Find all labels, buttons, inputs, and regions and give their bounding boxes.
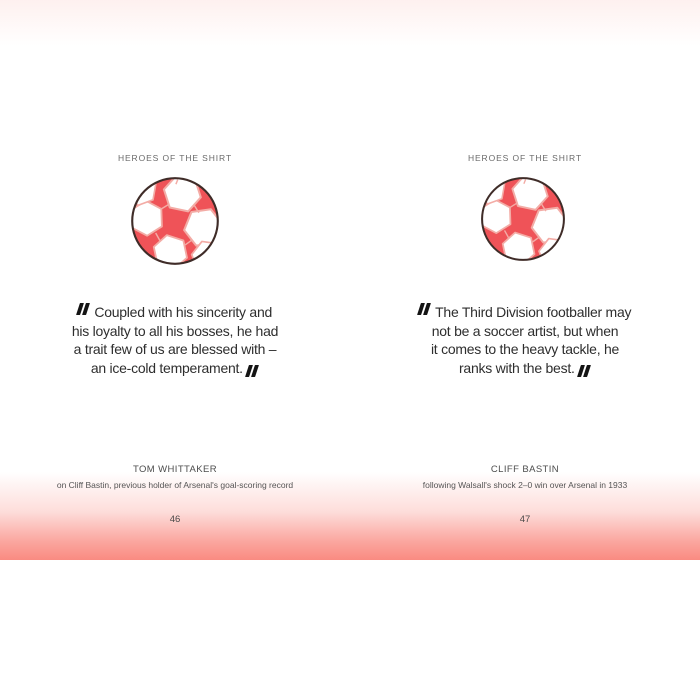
running-head: HEROES OF THE SHIRT (467, 153, 583, 163)
close-quote-icon (579, 365, 591, 377)
attribution (0, 464, 350, 490)
attribution (350, 464, 700, 490)
page-number: 46 (169, 514, 181, 525)
running-head: HEROES OF THE SHIRT (117, 153, 233, 163)
attribution-detail: following Walsall's shock 2–0 win over Arsenal in 1933 (422, 480, 628, 490)
quote-text: The Third Division footballer may (435, 304, 632, 320)
open-quote-icon (78, 303, 90, 315)
quote-line: it comes to the heavy tackle, he (430, 341, 620, 357)
close-quote-icon (247, 365, 259, 377)
soccer-ball-icon (129, 175, 221, 267)
quote-text: ranks with the best. (459, 359, 575, 376)
quote-line (380, 359, 670, 378)
quote-line (380, 303, 670, 322)
page-number: 47 (519, 514, 531, 525)
quote-block (350, 303, 700, 377)
quote-line: not be a soccer artist, but when (431, 322, 619, 339)
page-left (0, 0, 350, 560)
attribution-name: TOM WHITTAKER (132, 464, 217, 475)
quote-line (30, 303, 320, 322)
quote-line: his loyalty to all his bosses, he had (71, 322, 279, 339)
quote-line: a trait few of us are blessed with – (73, 341, 277, 357)
quote-block (0, 303, 350, 377)
attribution-detail: on Cliff Bastin, previous holder of Arsenal's goal-scoring record (56, 480, 294, 490)
page-right (350, 0, 700, 560)
quote-text: an ice-cold temperament. (90, 359, 243, 376)
attribution-name: CLIFF BASTIN (490, 464, 560, 475)
soccer-ball-icon (479, 175, 571, 267)
quote-text: Coupled with his sincerity and (94, 304, 273, 320)
quote-line (30, 359, 320, 378)
background-whitespace (0, 560, 700, 700)
open-quote-icon (419, 303, 431, 315)
